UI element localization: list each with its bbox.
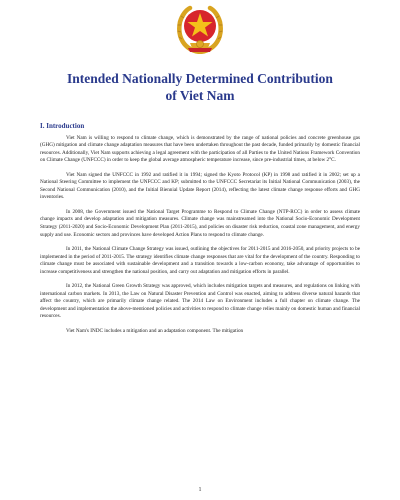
- paragraph: Viet Nam's INDC includes a mitigation and an adaptation component. The mitigation: [66, 328, 244, 335]
- vietnam-national-emblem-icon: [175, 4, 225, 54]
- paragraph: Viet Nam is willing to respond to climate change, which is demonstrated by the range of national policies and concrete greenhouse gas (GHG) mitigation and climate change adaptation measures that have been undertaken throughout the past decade, funded primarily by domestic financial resources. Additionally, Viet Nam supports achieving a legal agreement with the participation of all Parties to the United Nations Framework Convention on Climate Change (UNFCCC) in order to keep the global average atmospheric temperature increase, since pre-industrial times, at below 2°C.: [40, 134, 360, 164]
- title-line-2: of Viet Nam: [165, 88, 235, 103]
- title-line-1: Intended Nationally Determined Contribution: [67, 71, 333, 86]
- document-body: [40, 123, 360, 343]
- page-number: 1: [198, 487, 202, 493]
- document-title: [40, 70, 360, 104]
- paragraph: In 2008, the Government issued the National Target Programme to Respond to Climate Change (NTP-RCC) in order to assess climate change impacts and develop adaptation and mitigation measures. Climate change was mainstreamed into the National Socio-Economic Development Strategy (2011-2020) and Socio-Economic Development Plan (2011-2015), and policies on disaster risk reduction, coastal zone management, and energy supply and use. Economic sectors and provinces have developed Action Plans to respond to climate change.: [40, 208, 360, 238]
- paragraph: Viet Nam signed the UNFCCC in 1992 and ratified it in 1994; signed the Kyoto Protocol (KP) in 1998 and ratified it in 2002; set up a National Steering Committee to implement the UNFCCC and KP; submitted to the UNFCCC Secretariat its Initial National Communication (2003), the Second National Communication (2010), and the Initial Biennial Update Report (2014), reflecting the latest climate change response efforts and GHG inventories.: [40, 171, 360, 201]
- section-heading: I. Introduction: [40, 122, 85, 130]
- paragraph: In 2011, the National Climate Change Strategy was issued, outlining the objectives for 2011-2015 and 2016-2050, and priority projects to be implemented in the period of 2011-2015. The strategy identifies climate change responses that are vital for the development of the country. Responding to climate change must be associated with sustainable development and a transition towards a low-carbon economy, take advantage of opportunities to increase competitiveness and strengthen the national position, and carry out adaptation and mitigation efforts in parallel.: [40, 246, 360, 275]
- paragraph: In 2012, the National Green Growth Strategy was approved, which includes mitigation targets and measures, and regulations on linking with international carbon markets. In 2013, the Law on Natural Disaster Prevention and Control was enacted, aiming to address diverse natural hazards that affect the country, which are primarily climate change related. The 2014 Law on Environment includes a full chapter on climate change. The development and implementation the above-mentioned policies and activities to respond to climate change relies mainly on domestic human and financial resources.: [40, 283, 360, 320]
